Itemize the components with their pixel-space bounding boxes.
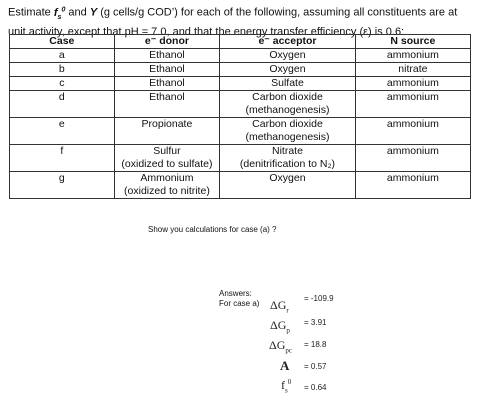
donor-line-1: Sulfur: [153, 145, 181, 157]
cell-case: g: [10, 172, 115, 199]
fs-symbol: [54, 7, 65, 19]
delta-g-r-value: = -109.9: [304, 294, 334, 303]
table-row: [10, 172, 471, 199]
cell-acceptor: [220, 118, 356, 145]
cases-table: [9, 34, 471, 199]
cell-nsource: ammonium: [355, 49, 470, 63]
cell-nsource: ammonium: [355, 77, 470, 91]
acceptor-line-1: Carbon dioxide: [252, 91, 323, 103]
symbol-text: ΔG: [269, 338, 286, 352]
problem-line-1: [8, 3, 476, 25]
table-row: [10, 49, 471, 63]
table-row: [10, 118, 471, 145]
y-symbol: Y: [89, 6, 98, 19]
symbol-superscript: 0: [287, 378, 292, 386]
delta-g-pc-symbol: [269, 338, 292, 354]
cell-case: d: [10, 91, 115, 118]
cell-donor: Ethanol: [114, 77, 220, 91]
donor-line-2: (oxidized to sulfate): [121, 158, 213, 170]
cell-donor: Ethanol: [114, 91, 220, 118]
cell-acceptor: [220, 145, 356, 172]
cell-nsource: ammonium: [355, 118, 470, 145]
acceptor-line-2: (methanogenesis): [245, 131, 330, 143]
cell-acceptor: Oxygen: [220, 63, 356, 77]
header-case: Case: [10, 35, 115, 49]
cell-donor: Ethanol: [114, 63, 220, 77]
answers-case-label: For case a): [219, 299, 260, 308]
symbol-subscript: r: [286, 306, 289, 315]
calculation-prompt: Show you calculations for case (a) ?: [148, 225, 277, 234]
symbol-text: ΔG: [270, 298, 287, 312]
cell-nsource: ammonium: [355, 91, 470, 118]
problem-text: (g cells/g COD’) for each of the following, assuming all constituents are at: [97, 6, 458, 19]
header-nsource: N source: [355, 35, 470, 49]
cell-case: c: [10, 77, 115, 91]
cell-donor: Ethanol: [114, 49, 220, 63]
delta-g-r-symbol: [270, 298, 289, 314]
problem-line-2: unit activity, except that pH = 7.0, and that the energy transfer efficiency (ε) is 0.6:: [8, 25, 405, 38]
header-acceptor: e⁻ acceptor: [220, 35, 356, 49]
cell-case: b: [10, 63, 115, 77]
cell-acceptor: Sulfate: [220, 77, 356, 91]
delta-g-p-symbol: [270, 318, 290, 334]
acceptor-line-1: Nitrate: [272, 145, 303, 157]
symbol-subscript: pc: [285, 346, 292, 355]
cell-acceptor: Oxygen: [220, 49, 356, 63]
donor-line-2: (oxidized to nitrite): [124, 185, 210, 197]
cell-donor: Propionate: [114, 118, 220, 145]
fs-answer-symbol: [281, 378, 291, 394]
acceptor-line-2: (methanogenesis): [245, 104, 330, 116]
symbol-text: f: [281, 378, 285, 392]
delta-g-p-value: = 3.91: [304, 318, 327, 327]
cell-nsource: nitrate: [355, 63, 470, 77]
symbol-subscript: p: [286, 326, 290, 335]
cell-case: f: [10, 145, 115, 172]
cell-nsource: ammonium: [355, 172, 470, 199]
fs-subscript: s: [57, 13, 62, 21]
symbol-subscript: s: [285, 386, 288, 395]
cell-acceptor: Oxygen: [220, 172, 356, 199]
header-donor: e⁻ donor: [114, 35, 220, 49]
table-row: [10, 91, 471, 118]
cell-case: e: [10, 118, 115, 145]
delta-g-pc-value: = 18.8: [304, 340, 327, 349]
answers-title: Answers:: [219, 289, 252, 298]
acceptor-line-1: Carbon dioxide: [252, 118, 323, 130]
problem-text: and: [65, 6, 90, 19]
cell-donor: [114, 172, 220, 199]
table-header-row: [10, 35, 471, 49]
problem-text: Estimate: [8, 6, 54, 19]
table-row: [10, 63, 471, 77]
a-symbol: A: [280, 358, 290, 373]
table-row: [10, 77, 471, 91]
answers-heading: [219, 289, 259, 309]
cell-case: a: [10, 49, 115, 63]
donor-line-1: Ammonium: [140, 172, 194, 184]
acceptor-line-2: (denitrification to N₂): [239, 158, 336, 170]
a-value: = 0.57: [304, 362, 327, 371]
fs-letter: f: [53, 6, 58, 19]
cell-donor: [114, 145, 220, 172]
fs-value: = 0.64: [304, 383, 327, 392]
symbol-text: ΔG: [270, 318, 287, 332]
table-row: [10, 145, 471, 172]
fs-superscript: 0: [61, 6, 66, 13]
cell-acceptor: [220, 91, 356, 118]
cell-nsource: ammonium: [355, 145, 470, 172]
